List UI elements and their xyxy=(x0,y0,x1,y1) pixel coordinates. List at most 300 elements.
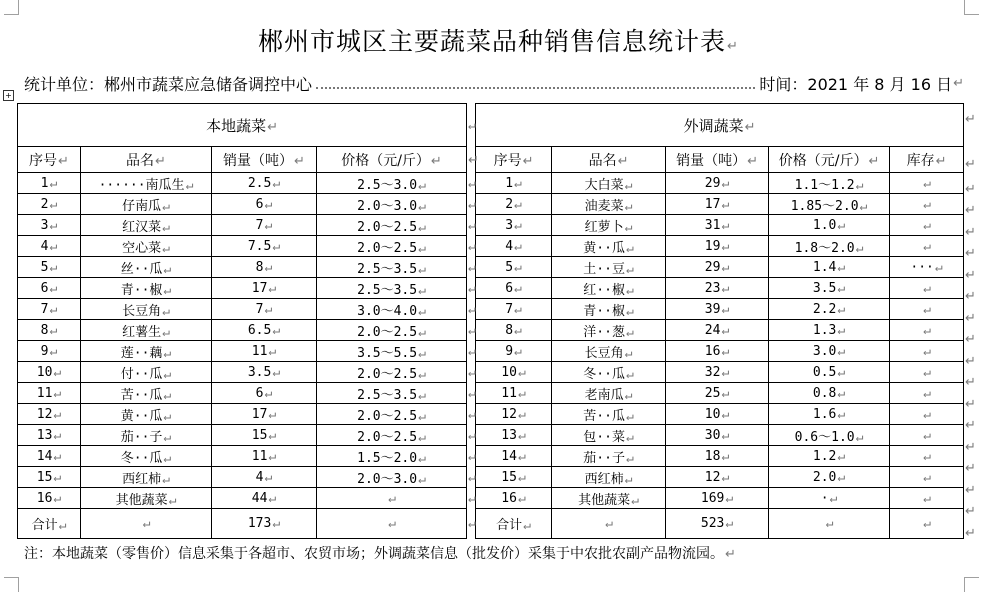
local-price-range-text: 2.5～3.5 xyxy=(357,282,418,298)
paragraph-mark-icon: ↵ xyxy=(468,196,476,212)
local-vegetable-name-text: 丝··瓜 xyxy=(120,261,163,277)
column-header-row xyxy=(18,147,964,173)
paragraph-mark-icon: ↵ xyxy=(162,219,170,235)
local-row-number xyxy=(18,467,81,488)
paragraph-mark-icon: ↵ xyxy=(468,175,476,191)
table-row xyxy=(18,341,964,362)
paragraph-mark-icon: ↵ xyxy=(923,406,931,422)
paragraph-mark-icon: ↵ xyxy=(430,153,442,169)
paragraph-mark-icon: ↵ xyxy=(625,408,634,424)
table-row xyxy=(18,425,964,446)
remote-sales-volume-text: 39 xyxy=(704,301,721,317)
paragraph-mark-icon: ↵ xyxy=(855,429,864,445)
remote-sales-volume-text: 17 xyxy=(704,196,721,212)
paragraph-mark-icon: ↵ xyxy=(725,516,734,531)
row-end-mark-icon: ↵ xyxy=(965,332,976,347)
paragraph-mark-icon: ↵ xyxy=(468,280,476,296)
table-row xyxy=(18,278,964,299)
remote-vegetable-name xyxy=(552,341,666,362)
local-row-number xyxy=(18,425,81,446)
local-total-price xyxy=(317,509,467,539)
column-header-text: 品名 xyxy=(126,152,155,169)
local-sales-volume xyxy=(212,383,317,404)
paragraph-mark-icon: ↵ xyxy=(264,301,273,317)
crop-mark-bottom-left xyxy=(4,577,19,592)
paragraph-mark-icon: ↵ xyxy=(625,240,634,256)
local-sales-volume-text: 4 xyxy=(255,469,264,485)
paragraph-mark-icon: ↵ xyxy=(53,406,62,422)
remote-vegetable-name-text: 红萝卜 xyxy=(584,219,624,235)
local-price-range xyxy=(317,446,467,467)
local-price-range xyxy=(317,257,467,278)
paragraph-mark-icon: ↵ xyxy=(418,303,426,319)
paragraph-mark-icon: ↵ xyxy=(418,324,426,340)
column-header xyxy=(552,147,666,173)
remote-stock xyxy=(890,278,964,299)
remote-price-range xyxy=(769,236,890,257)
local-row-number xyxy=(18,404,81,425)
paragraph-mark-icon: ↵ xyxy=(418,261,426,277)
remote-sales-volume xyxy=(666,299,769,320)
remote-vegetable-name-text: 土··豆 xyxy=(583,261,625,277)
local-sales-volume xyxy=(212,194,317,215)
paragraph-mark-icon: ↵ xyxy=(163,345,172,361)
remote-vegetable-name-text: 红··椒 xyxy=(583,282,625,298)
remote-sales-volume xyxy=(666,215,769,236)
column-header xyxy=(18,147,81,173)
remote-total-label-text: 合计 xyxy=(496,518,523,533)
remote-sales-volume xyxy=(666,173,769,194)
paragraph-mark-icon: ↵ xyxy=(517,448,526,464)
table-row xyxy=(18,173,964,194)
column-header-text: 价格（元/斤） xyxy=(778,152,868,169)
local-vegetable-name-text: 红薯生 xyxy=(122,324,162,340)
paragraph-mark-icon: ↵ xyxy=(523,518,531,533)
column-header xyxy=(212,147,317,173)
local-row-number-text: 4 xyxy=(40,238,49,254)
paragraph-mark-icon: ↵ xyxy=(624,471,633,487)
remote-price-range xyxy=(769,425,890,446)
local-price-range-text: 2.0～2.5 xyxy=(357,240,418,256)
paragraph-mark-icon: ↵ xyxy=(721,175,730,191)
paragraph-mark-icon: ↵ xyxy=(829,490,838,506)
paragraph-mark-icon: ↵ xyxy=(49,280,58,296)
paragraph-mark-icon: ↵ xyxy=(837,301,846,317)
paragraph-mark-icon: ↵ xyxy=(725,547,736,562)
remote-vegetable-name-text: 其他蔬菜 xyxy=(578,492,631,508)
separator-cell xyxy=(467,509,476,539)
remote-row-number xyxy=(476,404,552,425)
column-header-text: 价格（元/斤） xyxy=(341,152,430,169)
paragraph-mark-icon: ↵ xyxy=(514,196,522,212)
remote-stock xyxy=(890,257,964,278)
column-header-text: 销量（吨） xyxy=(223,152,294,169)
remote-price-range-text: · xyxy=(820,490,829,506)
paragraph-mark-icon: ↵ xyxy=(631,492,639,508)
paragraph-mark-icon: ↵ xyxy=(721,280,730,296)
remote-vegetable-name-text: 黄··瓜 xyxy=(583,240,625,256)
document-title xyxy=(0,22,997,58)
paragraph-mark-icon: ↵ xyxy=(721,427,730,443)
local-row-number-text: 14 xyxy=(36,448,53,464)
remote-price-range xyxy=(769,194,890,215)
remote-price-range-text: 1.2 xyxy=(812,448,837,464)
local-row-number-text: 16 xyxy=(36,490,53,506)
paragraph-mark-icon: ↵ xyxy=(624,345,633,361)
remote-price-range xyxy=(769,299,890,320)
remote-price-range-text: 2.2 xyxy=(812,301,837,317)
local-price-range xyxy=(317,488,467,509)
remote-price-range-text: 0.8 xyxy=(812,385,837,401)
local-row-number xyxy=(18,488,81,509)
remote-row-number xyxy=(476,320,552,341)
remote-stock xyxy=(890,173,964,194)
paragraph-mark-icon: ↵ xyxy=(268,427,277,443)
title-text: 郴州市城区主要蔬菜品种销售信息统计表 xyxy=(258,27,727,56)
local-total-volume-text: 173 xyxy=(247,516,272,531)
column-header xyxy=(476,147,552,173)
local-vegetable-name-text: ······南瓜生 xyxy=(98,177,185,193)
row-end-mark-icon: ↵ xyxy=(965,354,976,369)
local-sales-volume xyxy=(212,278,317,299)
remote-price-range-text: 1.4 xyxy=(812,259,837,275)
local-price-range-text: 2.0～2.5 xyxy=(357,408,418,424)
paragraph-mark-icon: ↵ xyxy=(162,471,170,487)
paragraph-mark-icon: ↵ xyxy=(272,516,281,531)
remote-stock xyxy=(890,446,964,467)
row-end-mark-icon: ↵ xyxy=(965,182,976,197)
paragraph-mark-icon: ↵ xyxy=(837,217,846,233)
local-vegetable-name xyxy=(81,194,212,215)
paragraph-mark-icon: ↵ xyxy=(624,219,633,235)
paragraph-mark-icon: ↵ xyxy=(163,282,172,298)
column-header-text: 销量（吨） xyxy=(676,152,747,169)
paragraph-mark-icon: ↵ xyxy=(162,198,170,214)
remote-price-range-text: 1.3 xyxy=(812,322,837,338)
remote-vegetable-name-text: 油麦菜 xyxy=(584,198,624,214)
remote-vegetable-name xyxy=(552,194,666,215)
remote-vegetables-header: 外调蔬菜↵ xyxy=(476,104,964,147)
local-vegetable-name xyxy=(81,278,212,299)
local-row-number-text: 9 xyxy=(40,343,49,359)
row-end-mark-icon: ↵ xyxy=(965,504,976,519)
remote-row-number-text: 3 xyxy=(505,217,514,233)
paragraph-mark-icon: ↵ xyxy=(617,153,629,169)
remote-sales-volume-text: 24 xyxy=(704,322,721,338)
remote-price-range xyxy=(769,278,890,299)
remote-vegetable-name xyxy=(552,362,666,383)
paragraph-mark-icon: ↵ xyxy=(721,301,730,317)
paragraph-mark-icon: ↵ xyxy=(837,322,846,338)
separator-cell xyxy=(467,299,476,320)
remote-stock xyxy=(890,383,964,404)
local-price-range-text: 3.5～5.5 xyxy=(357,345,418,361)
column-header xyxy=(317,147,467,173)
local-row-number xyxy=(18,257,81,278)
table-row xyxy=(18,467,964,488)
local-sales-volume-text: 11 xyxy=(251,343,268,359)
remote-row-number-text: 16 xyxy=(501,490,517,506)
paragraph-mark-icon: ↵ xyxy=(49,343,58,359)
paragraph-mark-icon: ↵ xyxy=(468,343,476,359)
paragraph-mark-icon: ↵ xyxy=(468,427,476,443)
paragraph-mark-icon: ↵ xyxy=(837,406,846,422)
remote-price-range xyxy=(769,446,890,467)
paragraph-mark-icon: ↵ xyxy=(923,301,931,317)
paragraph-mark-icon: ↵ xyxy=(162,303,170,319)
paragraph-mark-icon: ↵ xyxy=(923,516,931,531)
remote-row-number xyxy=(476,278,552,299)
remote-sales-volume xyxy=(666,320,769,341)
column-header xyxy=(769,147,890,173)
local-sales-volume xyxy=(212,404,317,425)
remote-row-number-text: 11 xyxy=(501,385,517,401)
paragraph-mark-icon: ↵ xyxy=(514,301,522,317)
local-price-range xyxy=(317,320,467,341)
paragraph-mark-icon: ↵ xyxy=(825,516,834,531)
paragraph-mark-icon: ↵ xyxy=(418,450,426,466)
local-vegetable-name xyxy=(81,383,212,404)
row-end-mark-icon: ↵ xyxy=(965,268,976,283)
paragraph-mark-icon: ↵ xyxy=(53,448,62,464)
local-sales-volume xyxy=(212,362,317,383)
table-row xyxy=(18,320,964,341)
paragraph-mark-icon: ↵ xyxy=(418,198,426,214)
remote-price-range xyxy=(769,467,890,488)
local-vegetable-name xyxy=(81,257,212,278)
table-row xyxy=(18,488,964,509)
local-row-number xyxy=(18,236,81,257)
column-header xyxy=(666,147,769,173)
paragraph-mark-icon: ↵ xyxy=(514,175,522,191)
remote-vegetable-name-text: 青··椒 xyxy=(583,303,625,319)
remote-vegetable-name xyxy=(552,257,666,278)
row-end-mark-icon: ↵ xyxy=(965,526,976,541)
local-row-number xyxy=(18,383,81,404)
remote-sales-volume xyxy=(666,446,769,467)
remote-sales-volume xyxy=(666,236,769,257)
remote-sales-volume-text: 10 xyxy=(704,406,721,422)
paragraph-mark-icon: ↵ xyxy=(418,219,426,235)
paragraph-mark-icon: ↵ xyxy=(163,429,172,445)
local-sales-volume xyxy=(212,299,317,320)
group-header-row xyxy=(18,104,964,147)
paragraph-mark-icon: ↵ xyxy=(49,217,58,233)
paragraph-mark-icon: ↵ xyxy=(272,175,281,191)
paragraph-mark-icon: ↵ xyxy=(855,177,864,193)
paragraph-mark-icon: ↵ xyxy=(721,238,730,254)
remote-row-number xyxy=(476,425,552,446)
remote-vegetable-name-text: 西红柿 xyxy=(584,471,624,487)
paragraph-mark-icon: ↵ xyxy=(418,240,426,256)
local-row-number-text: 8 xyxy=(40,322,49,338)
remote-price-range-text: 3.5 xyxy=(812,280,837,296)
remote-vegetable-name-text: 茄··子 xyxy=(583,450,625,466)
paragraph-mark-icon: ↵ xyxy=(721,448,730,464)
separator-cell xyxy=(467,488,476,509)
remote-total-name xyxy=(552,509,666,539)
local-price-range xyxy=(317,425,467,446)
paragraph-mark-icon: ↵ xyxy=(837,469,846,485)
local-price-range xyxy=(317,341,467,362)
table-row xyxy=(18,257,964,278)
remote-stock xyxy=(890,236,964,257)
paragraph-mark-icon: ↵ xyxy=(468,152,479,168)
row-end-mark-icon: ↵ xyxy=(965,246,976,261)
paragraph-mark-icon: ↵ xyxy=(49,259,58,275)
local-sales-volume-text: 17 xyxy=(251,280,268,296)
local-sales-volume-text: 11 xyxy=(251,448,268,464)
remote-sales-volume xyxy=(666,383,769,404)
remote-row-number-text: 7 xyxy=(505,301,514,317)
paragraph-mark-icon: ↵ xyxy=(268,448,277,464)
local-price-range xyxy=(317,467,467,488)
crop-mark-top-right xyxy=(964,0,979,15)
local-row-number-text: 5 xyxy=(40,259,49,275)
vegetable-sales-table xyxy=(17,103,964,539)
local-sales-volume-text: 6.5 xyxy=(247,322,272,338)
row-end-mark-icon: ↵ xyxy=(965,225,976,240)
remote-total-volume xyxy=(666,509,769,539)
remote-row-number xyxy=(476,362,552,383)
table-row xyxy=(18,215,964,236)
remote-sales-volume xyxy=(666,257,769,278)
paragraph-mark-icon: ↵ xyxy=(514,280,522,296)
paragraph-mark-icon: ↵ xyxy=(272,238,281,254)
remote-price-range-text: 1.85～2.0 xyxy=(790,198,859,214)
paragraph-mark-icon: ↵ xyxy=(837,343,846,359)
local-price-range-text: 2.0～2.5 xyxy=(357,429,418,445)
table-row xyxy=(18,404,964,425)
paragraph-mark-icon: ↵ xyxy=(747,153,758,169)
remote-price-range xyxy=(769,488,890,509)
separator-cell xyxy=(467,425,476,446)
local-sales-volume xyxy=(212,467,317,488)
paragraph-mark-icon: ↵ xyxy=(418,282,426,298)
paragraph-mark-icon: ↵ xyxy=(625,303,634,319)
separator-cell: ↵ xyxy=(467,104,476,147)
column-header-text: 库存 xyxy=(906,152,935,169)
paragraph-mark-icon: ↵ xyxy=(625,282,634,298)
paragraph-mark-icon: ↵ xyxy=(418,366,426,382)
local-sales-volume xyxy=(212,425,317,446)
local-vegetable-name-text: 付··瓜 xyxy=(120,366,163,382)
paragraph-mark-icon: ↵ xyxy=(49,301,58,317)
remote-row-number xyxy=(476,215,552,236)
local-vegetable-name xyxy=(81,215,212,236)
paragraph-mark-icon: ↵ xyxy=(264,217,273,233)
remote-sales-volume-text: 30 xyxy=(704,427,721,443)
remote-vegetable-name xyxy=(552,425,666,446)
paragraph-mark-icon: ↵ xyxy=(468,259,476,275)
paragraph-mark-icon: ↵ xyxy=(49,175,58,191)
remote-sales-volume xyxy=(666,194,769,215)
paragraph-mark-icon: ↵ xyxy=(272,322,281,338)
local-sales-volume xyxy=(212,341,317,362)
local-price-range-text: 2.0～2.5 xyxy=(357,219,418,235)
remote-vegetable-name-text: 冬··瓜 xyxy=(583,366,625,382)
paragraph-mark-icon: ↵ xyxy=(625,261,634,277)
paragraph-mark-icon: ↵ xyxy=(953,76,964,91)
remote-price-range-text: 1.8～2.0 xyxy=(794,240,855,256)
local-row-number-text: 10 xyxy=(36,364,53,380)
remote-sales-volume xyxy=(666,362,769,383)
remote-price-range-text: 0.5 xyxy=(812,364,837,380)
local-price-range-text: 3.0～4.0 xyxy=(357,303,418,319)
row-end-mark-icon: ↵ xyxy=(965,418,976,433)
paragraph-mark-icon: ↵ xyxy=(934,259,943,275)
local-row-number xyxy=(18,173,81,194)
remote-vegetable-name-text: 包··菜 xyxy=(583,429,625,445)
paragraph-mark-icon: ↵ xyxy=(522,153,534,169)
remote-price-range-text: 1.0 xyxy=(812,217,837,233)
paragraph-mark-icon: ↵ xyxy=(388,490,396,506)
remote-stock xyxy=(890,194,964,215)
paragraph-mark-icon: ↵ xyxy=(721,364,730,380)
remote-row-number xyxy=(476,236,552,257)
remote-row-number xyxy=(476,383,552,404)
remote-stock xyxy=(890,215,964,236)
remote-sales-volume-text: 169 xyxy=(700,490,725,506)
report-date: 时间：2021 年 8 月 16 日 xyxy=(759,75,953,94)
remote-row-number-text: 10 xyxy=(501,364,517,380)
column-header xyxy=(81,147,212,173)
local-sales-volume-text: 44 xyxy=(251,490,268,506)
local-row-number-text: 15 xyxy=(36,469,53,485)
local-price-range xyxy=(317,383,467,404)
paragraph-mark-icon: ↵ xyxy=(418,345,426,361)
remote-row-number xyxy=(476,467,552,488)
local-vegetable-name xyxy=(81,467,212,488)
local-total-label xyxy=(18,509,81,539)
row-end-mark-icon: ↵ xyxy=(965,483,976,498)
row-end-mark-icon: ↵ xyxy=(965,289,976,304)
footnote: 注：本地蔬菜（零售价）信息采集于各超市、农贸市场；外调蔬菜信息（批发价）采集于中农批农副产品物流园。↵ xyxy=(24,546,736,562)
row-end-mark-icon: ↵ xyxy=(965,397,976,412)
separator-cell xyxy=(467,278,476,299)
local-price-range xyxy=(317,404,467,425)
separator-cell xyxy=(467,320,476,341)
separator-cell xyxy=(467,147,479,173)
remote-sales-volume-text: 31 xyxy=(704,217,721,233)
column-header xyxy=(890,147,964,173)
paragraph-mark-icon: ↵ xyxy=(264,259,273,275)
remote-sales-volume xyxy=(666,341,769,362)
remote-stock xyxy=(890,341,964,362)
paragraph-mark-icon: ↵ xyxy=(468,490,476,506)
remote-vegetable-name-text: 老南瓜 xyxy=(584,387,624,403)
local-vegetable-name-text: 莲··藕 xyxy=(120,345,163,361)
paragraph-mark-icon: ↵ xyxy=(268,406,277,422)
remote-sales-volume xyxy=(666,467,769,488)
remote-price-range xyxy=(769,383,890,404)
row-end-mark-icon: ↵ xyxy=(965,461,976,476)
local-price-range-text: 2.0～3.0 xyxy=(357,198,418,214)
local-row-number-text: 13 xyxy=(36,427,53,443)
remote-price-range-text: 2.0 xyxy=(812,469,837,485)
remote-sales-volume-text: 19 xyxy=(704,238,721,254)
local-vegetable-name-text: 茄··子 xyxy=(120,429,163,445)
paragraph-mark-icon: ↵ xyxy=(53,490,62,506)
local-sales-volume-text: 3.5 xyxy=(247,364,272,380)
paragraph-mark-icon: ↵ xyxy=(294,153,305,169)
remote-row-number-text: 5 xyxy=(505,259,514,275)
remote-row-number-text: 14 xyxy=(501,448,517,464)
paragraph-mark-icon: ↵ xyxy=(923,322,931,338)
paragraph-mark-icon: ↵ xyxy=(268,490,277,506)
table-move-handle-icon[interactable]: + xyxy=(3,90,14,101)
remote-vegetable-name xyxy=(552,467,666,488)
